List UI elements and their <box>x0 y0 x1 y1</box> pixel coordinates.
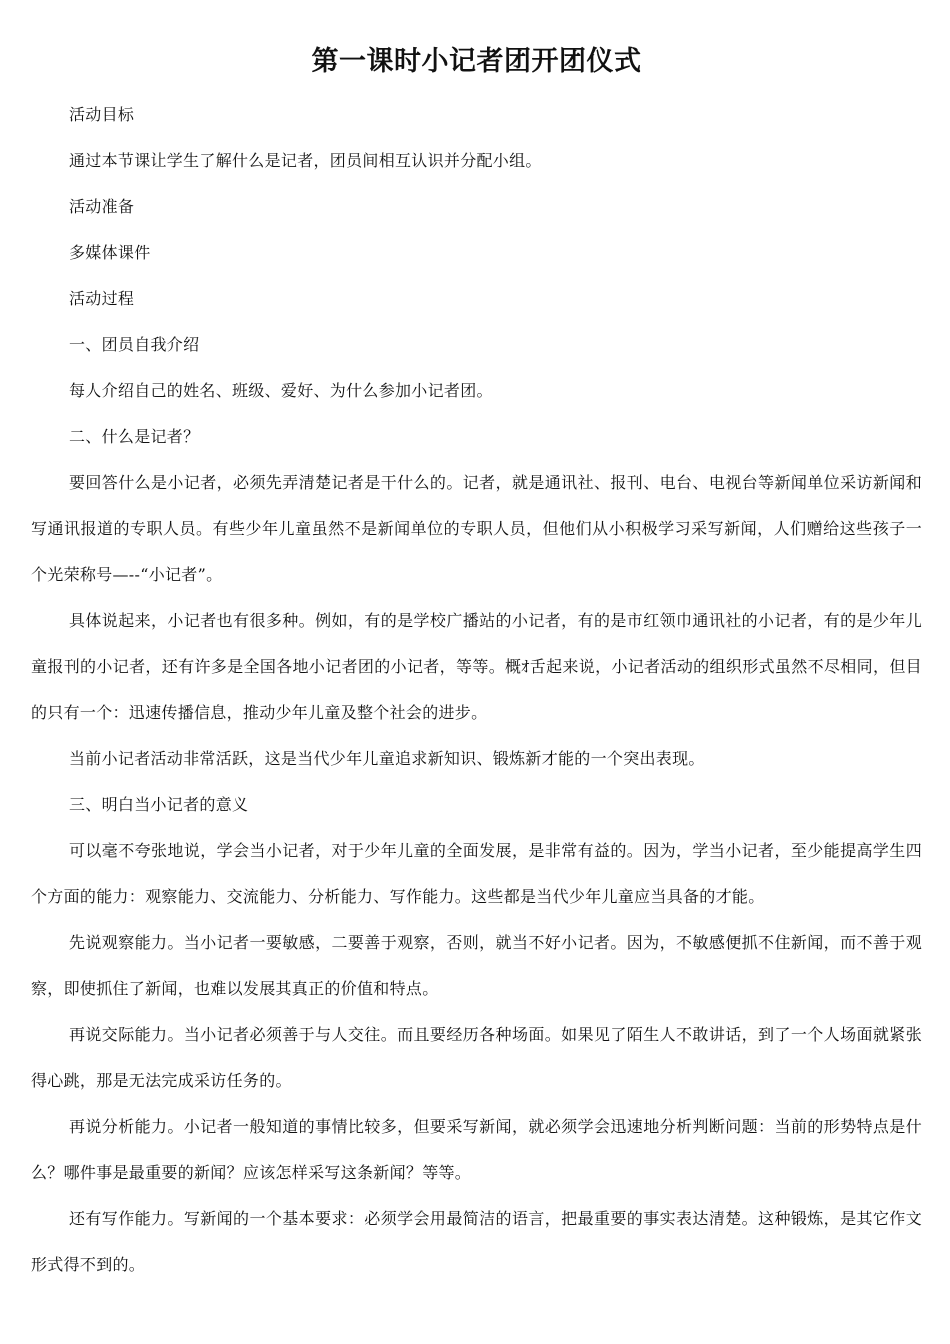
paragraph: 具体说起来，小记者也有很多种。例如，有的是学校广播站的小记者，有的是市红领巾通讯社的小记者，有的是少年儿童报刊的小记者，还有许多是全国各地小记者团的小记者，等等。概ｵ舌起来说，小记者活动的组织形式虽然不尽相同，但目的只有一个：迅速传播信息，推动少年儿童及整个社会的进步。 <box>31 611 922 722</box>
paragraph: 要回答什么是小记者，必须先弄清楚记者是干什么的。记者，就是通讯社、报刊、电台、电视台等新闻单位采访新闻和写通讯报道的专职人员。有些少年儿童虽然不是新闻单位的专职人员，但他们从小积极学习采写新闻，人们赠给这些孩子一个光荣称号—--“小记者”。 <box>31 473 922 584</box>
paragraph: 当前小记者活动非常活跃，这是当代少年儿童追求新知识、锻炼新才能的一个突出表现。 <box>69 749 705 768</box>
paragraph: 通过本节课让学生了解什么是记者，团员间相互认识并分配小组。 <box>69 151 542 170</box>
paragraph: 活动准备 <box>69 197 135 216</box>
paragraph: 先说观察能力。当小记者一要敏感，二要善于观察，否则，就当不好小记者。因为，不敏感便抓不住新闻，而不善于观察，即使抓住了新闻，也难以发展其真正的价值和特点。 <box>31 933 922 998</box>
paragraph: 再说分析能力。小记者一般知道的事情比较多，但要采写新闻，就必须学会迅速地分析判断问题：当前的形势特点是什么？哪件事是最重要的新闻？应该怎样采写这条新闻？等等。 <box>31 1117 922 1182</box>
paragraph: 还有写作能力。写新闻的一个基本要求：必须学会用最简洁的语言，把最重要的事实表达清楚。这种锻炼，是其它作文形式得不到的。 <box>31 1209 922 1274</box>
paragraph: 多媒体课件 <box>69 243 151 262</box>
document-body <box>31 92 922 1288</box>
paragraph: 可以毫不夸张地说，学会当小记者，对于少年儿童的全面发展，是非常有益的。因为，学当小记者，至少能提高学生四个方面的能力：观察能力、交流能力、分析能力、写作能力。这些都是当代少年儿童应当具备的才能。 <box>31 841 922 906</box>
section-heading: 一、团员自我介绍 <box>69 335 200 354</box>
section-heading: 三、明白当小记者的意义 <box>69 795 249 814</box>
paragraph: 再说交际能力。当小记者必须善于与人交往。而且要经历各种场面。如果见了陌生人不敢讲话，到了一个人场面就紧张得心跳，那是无法完成采访任务的。 <box>31 1025 922 1090</box>
paragraph: 活动目标 <box>69 105 135 124</box>
paragraph: 活动过程 <box>69 289 135 308</box>
section-heading: 二、什么是记者？ <box>69 427 200 446</box>
paragraph: 每人介绍自己的姓名、班级、爱好、为什么参加小记者团。 <box>69 381 493 400</box>
document-title: 第一课时小记者团开团仪式 <box>311 46 642 77</box>
